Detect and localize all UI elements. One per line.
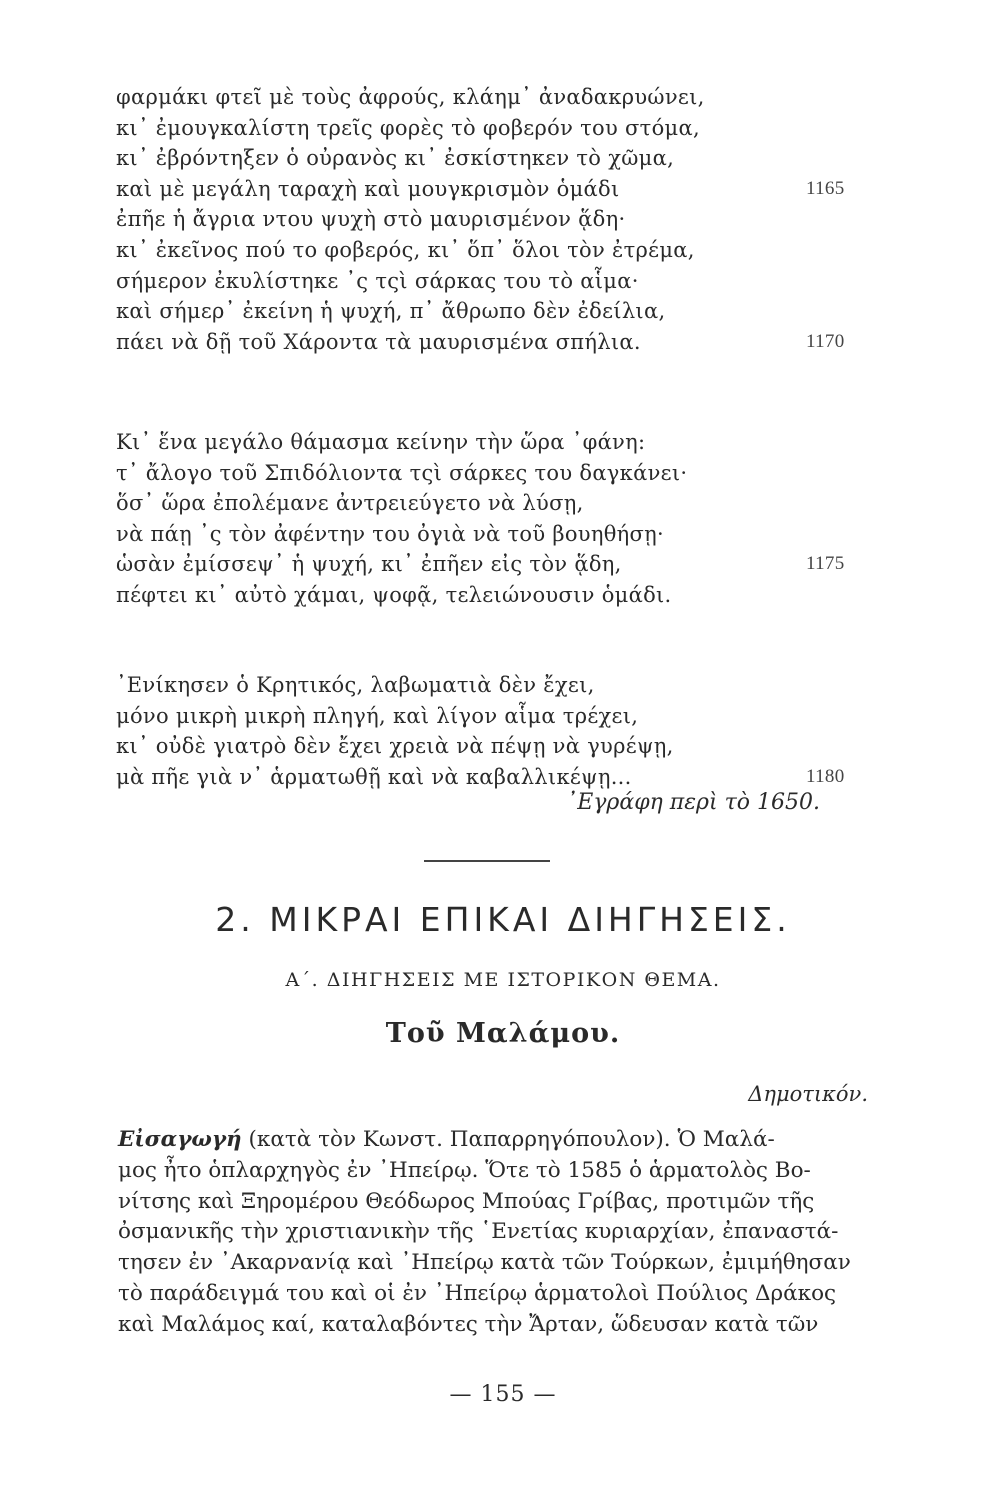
verse-text: ἐπῆε ἡ ἄγρια ντου ψυχὴ στὸ μαυρισμένον ᾅδη·	[116, 207, 626, 232]
poem-title: Τοῦ Μαλάμου.	[385, 1018, 621, 1049]
introduction-paragraph	[118, 1125, 878, 1341]
verse-text: κι᾽ ἐκεῖνος πού το φοβερός, κι᾽ ὅπ᾽ ὅλοι τὸν ἐτρέμα,	[116, 237, 695, 262]
line-number: 1165	[806, 177, 845, 199]
verse-text: Κι᾽ ἕνα μεγάλο θάμασμα κείνην τὴν ὥρα ᾽φάνη:	[116, 430, 646, 454]
line-number: 1175	[806, 553, 845, 575]
verse-line	[116, 204, 876, 235]
verse-line	[116, 488, 876, 519]
verse-line	[116, 549, 876, 580]
verse-line	[116, 427, 876, 458]
line-number: 1170	[806, 330, 845, 352]
prose-line: τὸ παράδειγμά του καὶ οἱ ἐν ᾽Ηπείρῳ ἁρματολοὶ Πούλιος Δράκος	[118, 1280, 837, 1306]
prose-text: (κατὰ τὸν Κωνστ. Παπαρρηγόπουλον). Ὁ Μαλά-	[241, 1127, 775, 1152]
verse-line	[116, 143, 876, 174]
genre-label: Δημοτικόν.	[748, 1082, 868, 1106]
verse-text: ὅσ᾽ ὥρα ἐπολέμανε ἀντρειεύγετο νὰ λύσῃ,	[116, 491, 584, 516]
verse-text: μόνο μικρὴ μικρὴ πληγή, καὶ λίγον αἷμα τρέχει,	[116, 703, 639, 728]
subsection-heading: Α΄. ΔΙΗΓΗΣΕΙΣ ΜΕ ΙΣΤΟΡΙΚΟΝ ΘΕΜΑ.	[285, 969, 721, 991]
verse-line	[116, 458, 876, 489]
verse-text: φαρμάκι φτεῖ μὲ τοὺς ἀφρούς, κλάημ᾽ ἀναδακρυώνει,	[116, 85, 705, 109]
section-heading: 2. ΜΙΚΡΑΙ ΕΠΙΚΑΙ ΔΙΗΓΗΣΕΙΣ.	[215, 900, 791, 939]
verse-stanza-3	[116, 670, 876, 792]
verse-text: κι᾽ ἐμουγκαλίστη τρεῖς φορὲς τὸ φοβερόν του στόμα,	[116, 115, 700, 140]
prose-line: καὶ Μαλάμος καί, καταλαβόντες τὴν Ἄρταν, ὥδευσαν κατὰ τῶν	[118, 1311, 819, 1337]
prose-line: ὀσμανικῆς τὴν χριστιανικὴν τῆς ῾Ενετίας κυριαρχίαν, ἐπαναστά-	[118, 1219, 839, 1245]
prose-line: τησεν ἐν ᾽Ακαρνανίᾳ καὶ ᾽Ηπείρῳ κατὰ τῶν Τούρκων, ἐμιμήθησαν	[118, 1250, 851, 1276]
verse-stanza-1	[116, 82, 876, 357]
verse-text: καὶ σήμερ᾽ ἐκείνη ἡ ψυχή, π᾽ ἄθρωπο δὲν ἐδείλια,	[116, 299, 666, 324]
verse-text: μὰ πῆε γιὰ ν᾽ ἁρματωθῇ καὶ νὰ καβαλλικέψῃ...	[116, 764, 632, 789]
verse-line	[116, 762, 876, 793]
verse-line	[116, 266, 876, 297]
verse-line	[116, 580, 876, 611]
verse-text: καὶ μὲ μεγάλη ταραχὴ καὶ μουγκρισμὸν ὁμάδι	[116, 176, 620, 201]
line-number: 1180	[806, 765, 845, 787]
verse-line	[116, 327, 876, 358]
page-number: — 155 —	[449, 1382, 557, 1407]
verse-stanza-2	[116, 427, 876, 611]
verse-line	[116, 296, 876, 327]
verse-text: τ᾽ ἄλογο τοῦ Σπιδόλιοντα τςὶ σάρκες του δαγκάνει·	[116, 460, 688, 485]
verse-text: ὡσὰν ἐμίσσεψ᾽ ἡ ψυχή, κι᾽ ἐπῆεν εἰς τὸν ᾅδη,	[116, 552, 622, 577]
verse-text: πάει νὰ δῇ τοῦ Χάροντα τὰ μαυρισμένα σπήλια.	[116, 329, 641, 354]
prose-line	[118, 1125, 878, 1156]
verse-line	[116, 731, 876, 762]
verse-line	[116, 113, 876, 144]
verse-text: σήμερον ἐκυλίστηκε ᾽ς τςὶ σάρκας του τὸ αἷμα·	[116, 268, 639, 293]
verse-text: κι᾽ οὐδὲ γιατρὸ δὲν ἔχει χρειὰ νὰ πέψῃ νὰ γυρέψῃ,	[116, 734, 674, 759]
verse-line	[116, 701, 876, 732]
verse-line	[116, 174, 876, 205]
verse-line	[116, 670, 876, 701]
verse-text: νὰ πάῃ ᾽ς τὸν ἀφέντην του ὀγιὰ νὰ τοῦ βουηθήσῃ·	[116, 521, 665, 546]
verse-line	[116, 235, 876, 266]
verse-text: κι᾽ ἐβρόντηξεν ὁ οὐρανὸς κι᾽ ἐσκίστηκεν τὸ χῶμα,	[116, 146, 675, 171]
verse-line	[116, 519, 876, 550]
verse-line	[116, 82, 876, 113]
verse-text: ᾽Ενίκησεν ὁ Κρητικός, λαβωματιὰ δὲν ἔχει,	[116, 673, 595, 697]
intro-label: Εἰσαγωγή	[118, 1127, 242, 1152]
date-attribution: ᾽Εγράφη περὶ τὸ 1650.	[566, 790, 820, 815]
prose-line: νίτσης καὶ Ξηρομέρου Θεόδωρος Μπούας Γρίβας, προτιμῶν τῆς	[118, 1188, 815, 1214]
verse-text: πέφτει κι᾽ αὐτὸ χάμαι, ψοφᾷ, τελειώνουσιν ὁμάδι.	[116, 582, 672, 607]
prose-line: μος ἦτο ὁπλαρχηγὸς ἐν ᾽Ηπείρῳ. Ὅτε τὸ 1585 ὁ ἁρματολὸς Βο-	[118, 1157, 811, 1183]
section-divider	[424, 860, 550, 862]
